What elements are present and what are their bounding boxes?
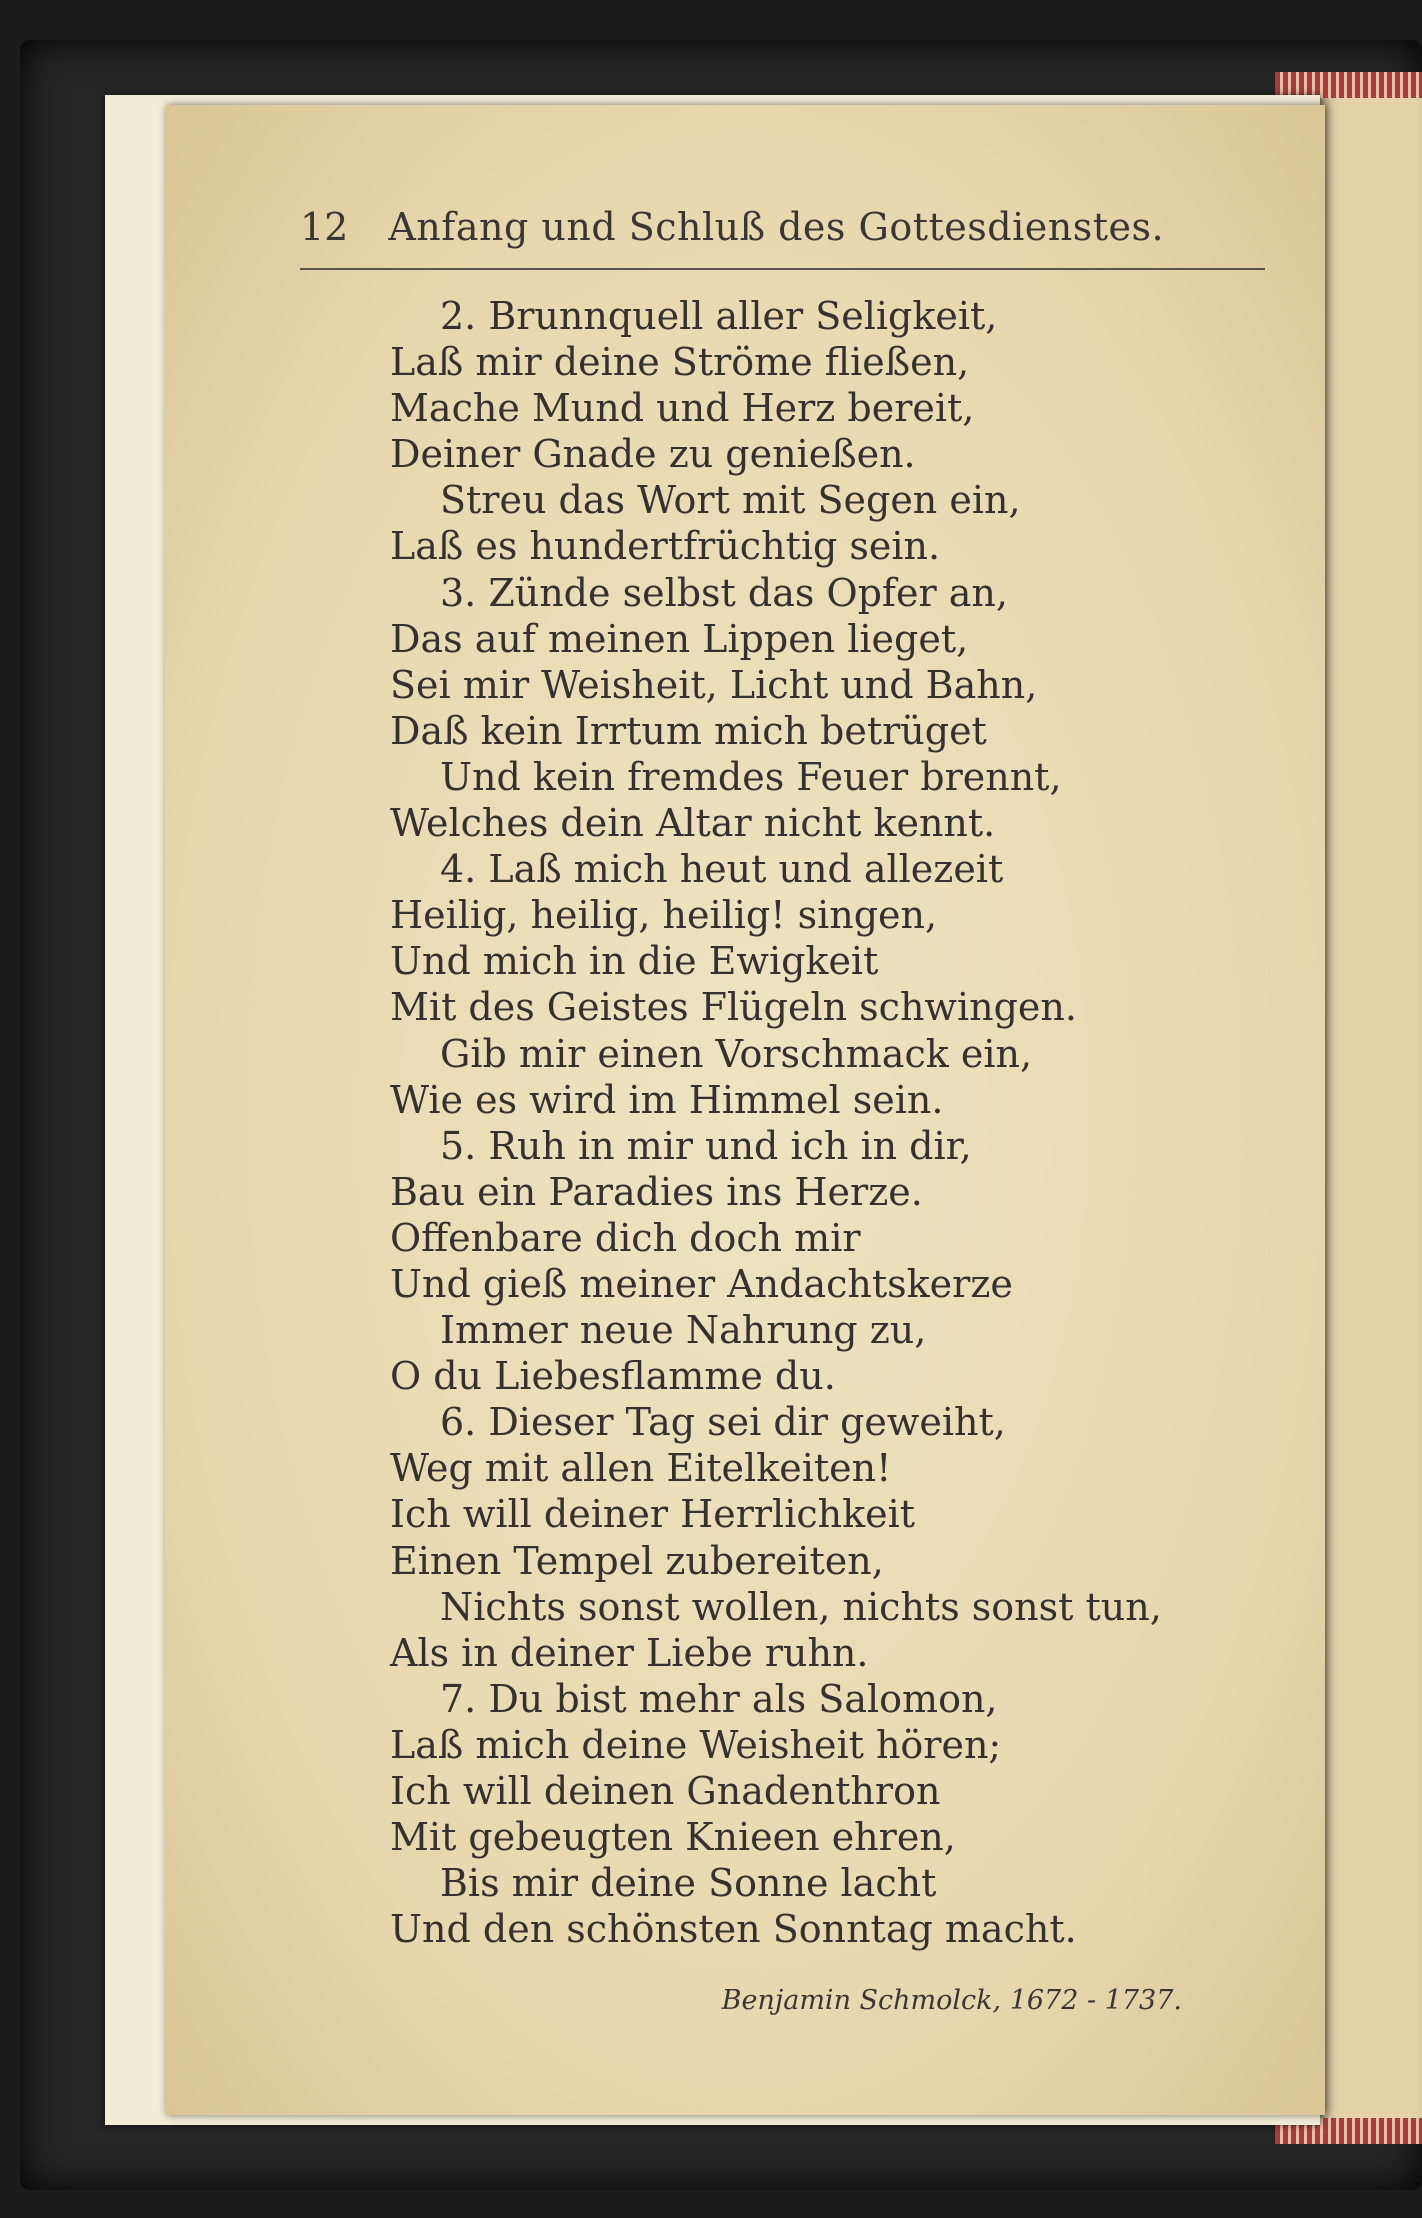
hymn-line: Das auf meinen Lippen lieget, [390,616,969,661]
hymn-line: Bis mir deine Sonne lacht [440,1861,937,1906]
hymn-line: Laß es hundertfrüchtig sein. [390,524,941,569]
hymn-line: Und kein fremdes Feuer brennt, [440,754,1062,799]
author-attribution: Benjamin Schmolck, 1672 - 1737. [721,1985,1182,2016]
hymn-line: Und den schönsten Sonntag macht. [390,1907,1077,1952]
hymn-line: Mit des Geistes Flügeln schwingen. [390,985,1077,1030]
hymn-line: Welches dein Altar nicht kennt. [390,801,996,846]
hymn-line: Mache Mund und Herz bereit, [390,386,975,431]
hymn-line: Sei mir Weisheit, Licht und Bahn, [390,662,1038,707]
hymn-line: 4. Laß mich heut und allezeit [440,847,1004,892]
hymn-line: Immer neue Nahrung zu, [440,1308,927,1353]
hymn-line: Und gieß meiner Andachtskerze [390,1261,1013,1306]
hymn-line: 6. Dieser Tag sei dir geweiht, [440,1400,1006,1445]
hymn-line: Gib mir einen Vorschmack ein, [440,1031,1033,1076]
hymn-line: O du Liebesflamme du. [390,1354,836,1399]
hymn-line: Deiner Gnade zu genießen. [390,432,916,477]
hymn-line: Als in deiner Liebe ruhn. [390,1630,869,1675]
hymn-line: Einen Tempel zubereiten, [390,1538,884,1583]
hymn-line: 2. Brunnquell aller Seligkeit, [440,294,998,338]
running-title: Anfang und Schluß des Gottesdienstes. [388,205,1165,249]
header-rule [300,268,1265,270]
hymn-line: Heilig, heilig, heilig! singen, [390,893,938,938]
hymn-line: Laß mich deine Weisheit hören; [390,1722,1002,1767]
hymn-line: Ich will deiner Herrlichkeit [390,1492,916,1537]
hymn-line: Ich will deinen Gnadenthron [390,1769,941,1813]
page-number: 12 [300,205,349,249]
page-header [300,205,1265,265]
hymn-line: Bau ein Paradies ins Herze. [390,1169,923,1214]
hymn-text [390,293,1290,1952]
facing-page [1318,85,1422,2135]
hymn-line: Laß mir deine Ströme fließen, [390,340,970,385]
hymn-line: 3. Zünde selbst das Opfer an, [440,570,1008,615]
hymn-line: 7. Du bist mehr als Salomon, [440,1676,998,1721]
hymn-line: Offenbare dich doch mir [390,1215,861,1260]
hymn-line: Streu das Wort mit Segen ein, [440,478,1021,523]
hymn-line: Nichts sonst wollen, nichts sonst tun, [440,1584,1162,1629]
hymn-line: Und mich in die Ewigkeit [390,939,879,984]
hymn-line: Weg mit allen Eitelkeiten! [390,1446,892,1491]
hymn-line: Mit gebeugten Knieen ehren, [390,1815,956,1860]
hymn-line: 5. Ruh in mir und ich in dir, [440,1123,972,1168]
hymn-line: Daß kein Irrtum mich betrüget [390,708,987,753]
hymn-line: Wie es wird im Himmel sein. [390,1077,944,1122]
